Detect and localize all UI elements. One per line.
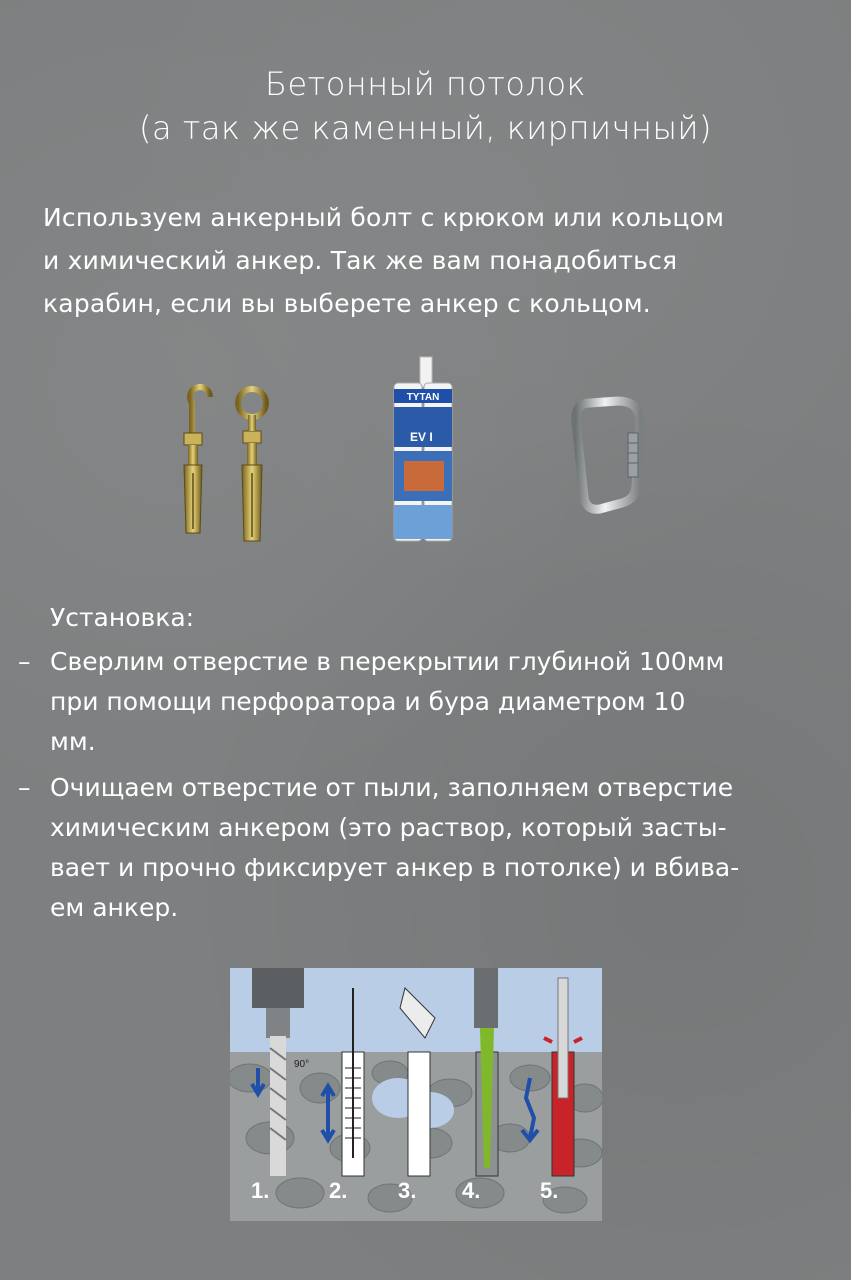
installation-heading: Установка:: [50, 603, 195, 632]
installation-step: [18, 642, 818, 762]
diagram-step-number: 2.: [329, 1178, 348, 1203]
step-line: вает и прочно фиксирует анкер в потолке) и вбива-: [50, 853, 740, 882]
step-line: при помощи перфоратора и бура диаметром 10: [50, 687, 686, 716]
tube-brand-label: TYTAN: [406, 392, 440, 403]
page-title: Бетонный потолок: [264, 65, 587, 103]
angle-label: 90°: [294, 1059, 310, 1070]
installation-step: [18, 768, 818, 928]
intro-line: Используем анкерный болт с крюком или кольцом: [43, 203, 725, 232]
step-dash: –: [18, 773, 31, 802]
page-subtitle: (а так же каменный, кирпичный): [139, 109, 712, 147]
intro-text: [43, 196, 833, 325]
step-line: Очищаем отверстие от пыли, заполняем отверстие: [50, 773, 734, 802]
step-line: химическим анкером (это раствор, который засты-: [50, 813, 727, 842]
diagram-step-number: 4.: [462, 1178, 481, 1203]
carabiner-icon: [570, 393, 650, 523]
step-line: мм.: [50, 727, 96, 756]
intro-line: и химический анкер. Так же вам понадобиться: [43, 246, 678, 275]
anchor-bolts-icon: [170, 383, 280, 563]
step-dash: –: [18, 647, 31, 676]
diagram-step-number: 1.: [251, 1178, 270, 1203]
diagram-step-number: 5.: [540, 1178, 559, 1203]
products-row: [0, 355, 851, 545]
diagram-step-number: 3.: [398, 1178, 417, 1203]
intro-line: карабин, если вы выберете анкер с кольцом.: [43, 289, 651, 318]
step-line: ем анкер.: [50, 893, 179, 922]
chemical-anchor-tube-icon: [380, 355, 470, 545]
step-line: Сверлим отверстие в перекрытии глубиной 100мм: [50, 647, 725, 676]
tube-model-label: EV I: [410, 430, 433, 444]
